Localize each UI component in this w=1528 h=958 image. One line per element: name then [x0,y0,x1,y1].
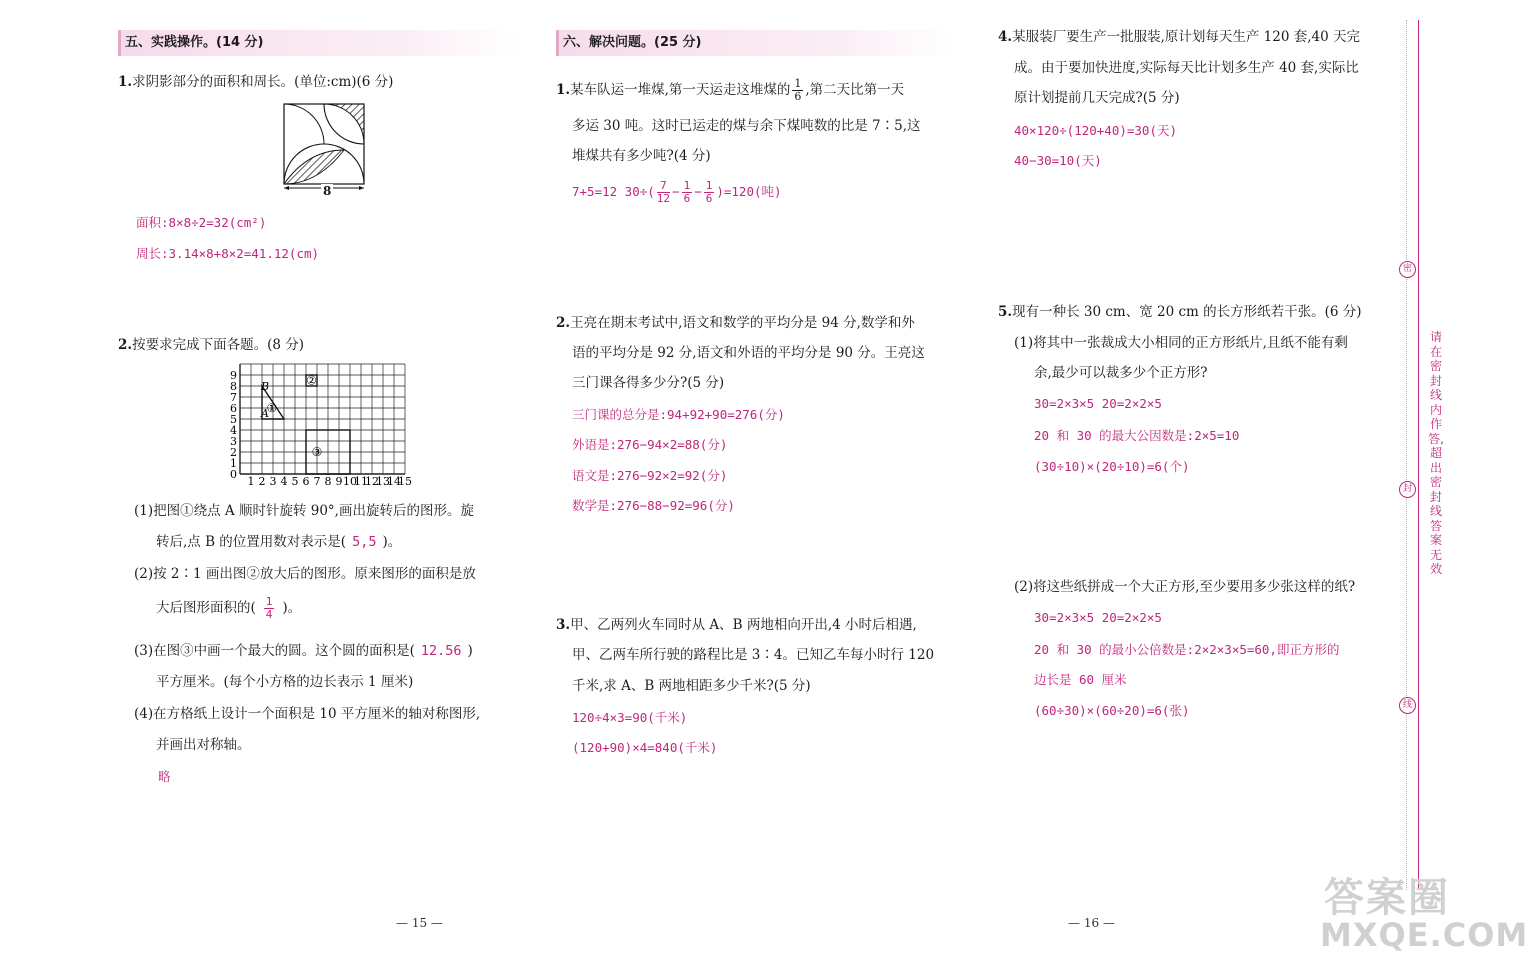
grid-x-label: 2 [258,475,266,488]
answer-circle-area: 12.56 [420,643,462,659]
grid-x-label: 12 [365,475,379,488]
rq4-line3: 原计划提前几天完成?(5 分) [1014,90,1180,106]
mq2-answer-chinese: 语文是:276−92×2=92(分) [572,468,728,483]
grid-y-label: 1 [230,457,237,470]
mq3-line1: 3.甲、乙两列火车同时从 A、B 两地相向开出,4 小时后相遇, [556,617,917,633]
mq2-answer-foreign: 外语是:276−94×2=88(分) [572,437,728,452]
rq5-part2-answer4: (60÷30)×(60÷20)=6(张) [1034,703,1190,718]
page-number-16: — 16 — [1068,916,1115,930]
q2-part4-line1: (4)在方格纸上设计一个面积是 10 平方厘米的轴对称图形, [134,706,481,722]
grid-x-label: 5 [291,475,299,488]
q2-part4-line2: 并画出对称轴。 [156,737,251,753]
rq4-answer2: 40−30=10(天) [1014,153,1102,168]
mq3-answer2: (120+90)×4=840(千米) [572,740,718,755]
q2-part2-line1: (2)按 2∶1 画出图②放大后的图形。原来图形的面积是放 [134,566,476,582]
grid-x-label: 4 [280,475,288,488]
grid-x-label: 14 [387,475,401,488]
mq2-line3: 三门课各得多少分?(5 分) [572,375,725,391]
grid-y-label: 6 [230,402,237,415]
rq4-answer1: 40×120÷(120+40)=30(天) [1014,123,1178,138]
mq2-answer-math: 数学是:276−88−92=96(分) [572,498,735,513]
grid-y-label: 3 [230,435,237,448]
rq5-part2-answer2: 20 和 30 的最小公倍数是:2×2×3×5=60,即正方形的 [1034,642,1340,657]
rq5-part1-answer1: 30=2×3×5 20=2×2×5 [1034,396,1162,411]
grid-y-label: 0 [230,468,237,481]
q2-part1-line1: (1)把图①绕点 A 顺时针旋转 90°,画出旋转后的图形。旋 [134,503,474,519]
point-a-label: A [261,407,269,420]
figure-1-label: ① [266,401,278,415]
answer-point-b: 5,5 [352,534,377,550]
figure-side-label: 8 [323,184,332,198]
rq5-part1-answer2: 20 和 30 的最大公因数是:2×5=10 [1034,428,1240,443]
q2-part1-line2: 转后,点 B 的位置用数对表示是( 5,5 )。 [156,534,402,550]
page-number-15: — 15 — [396,916,443,930]
rq5-part1-answer3: (30÷10)×(20÷10)=6(个) [1034,459,1190,474]
mq2-answer-total: 三门课的总分是:94+92+90=276(分) [572,407,785,422]
seal-dotted-line [1406,20,1407,890]
rq4-line2: 成。由于要加快进度,实际每天比计划多生产 40 套,实际比 [1014,60,1359,76]
seal-notice-vertical: 请在密封线内作答,超出密封线答案无效 [1428,330,1444,576]
answer-perimeter: 周长:3.14×8+8×2=41.12(cm) [136,246,320,261]
section-title-solve: 六、解决问题。(25 分) [556,30,957,56]
grid-x-label: 3 [269,475,277,488]
mq3-line2: 甲、乙两车所行驶的路程比是 3∶4。已知乙车每小时行 120 [572,647,935,663]
answer-area-ratio: $\frac{1}{4}$ [265,595,273,621]
mq2-line1: 2.王亮在期末考试中,语文和数学的平均分是 94 分,数学和外 [556,315,915,331]
answer-area: 面积:8×8÷2=32(cm²) [136,215,267,230]
rq5-part1-line1: (1)将其中一张裁成大小相同的正方形纸片,且纸不能有剩 [1014,335,1348,351]
grid-x-label: 15 [398,475,412,488]
grid-x-label: 6 [302,475,310,488]
rq5-part2-answer3: 边长是 60 厘米 [1034,672,1127,687]
coordinate-grid [230,364,420,490]
seal-margin-line [1418,20,1419,890]
mq1-answer: 7+5=12 30÷( $\frac{7}{12}$ − $\frac{1}{6}$ − $\frac{1}{6}$ )=120(吨) [572,179,782,205]
figure-3-label: ③ [311,445,323,459]
fraction-one-sixth: $\frac{1}{6}$ [794,77,802,103]
grid-y-label: 4 [230,424,237,437]
rq5-part2-line1: (2)将这些纸拼成一个大正方形,至少要用多少张这样的纸? [1014,579,1356,595]
mq1-line3: 堆煤共有多少吨?(4 分) [572,148,711,164]
mq2-line2: 语的平均分是 92 分,语文和外语的平均分是 90 分。王亮这 [572,345,925,361]
rq4-line1: 4.某服装厂要生产一批服装,原计划每天生产 120 套,40 天完 [998,29,1360,45]
seal-mark-3: 线 [1399,697,1416,714]
q2-part3-line1: (3)在图③中画一个最大的圆。这个圆的面积是( 12.56 ) [134,643,473,659]
q2-part2-line2: 大后图形面积的( $\frac{1}{4}$ )。 [156,595,302,621]
answer-omitted: 略 [158,769,171,784]
mq3-answer1: 120÷4×3=90(千米) [572,710,688,725]
mq1-line2: 多运 30 吨。这时已运走的煤与余下煤吨数的比是 7∶5,这 [572,118,921,134]
question-1: 1.求阴影部分的面积和周长。(单位:cm)(6 分) [118,74,394,90]
grid-y-label: 7 [230,391,237,404]
grid-y-label: 5 [230,413,237,426]
grid-x-label: 8 [324,475,332,488]
grid-y-label: 2 [230,446,237,459]
watermark-logo: 答案圈 MXQE.COM [1320,875,1528,954]
rq5-line1: 5.现有一种长 30 cm、宽 20 cm 的长方形纸若干张。(6 分) [998,304,1362,320]
grid-x-label: 11 [354,475,368,488]
question-2: 2.按要求完成下面各题。(8 分) [118,337,305,353]
rq5-part1-line2: 余,最少可以裁多少个正方形? [1034,365,1208,381]
rq5-part2-answer1: 30=2×3×5 20=2×2×5 [1034,610,1162,625]
grid-x-label: 13 [376,475,390,488]
grid-x-label: 1 [247,475,255,488]
section-title-practice: 五、实践操作。(14 分) [118,30,519,56]
q2-part3-line2: 平方厘米。(每个小方格的边长表示 1 厘米) [156,674,414,690]
grid-y-label: 8 [230,380,237,393]
grid-x-label: 7 [313,475,321,488]
grid-x-label: 9 [335,475,343,488]
point-b-label: B [261,380,270,393]
mq1-line1: 1.某车队运一堆煤,第一天运走这堆煤的 $\frac{1}{6}$ ,第二天比第一天 [556,77,905,103]
grid-x-label: 10 [343,475,357,488]
seal-mark-2: 封 [1399,481,1416,498]
seal-mark-1: 密 [1399,261,1416,278]
grid-y-label: 9 [230,369,237,382]
mq3-line3: 千米,求 A、B 两地相距多少千米?(5 分) [572,678,811,694]
figure-2-label: ② [306,373,317,388]
